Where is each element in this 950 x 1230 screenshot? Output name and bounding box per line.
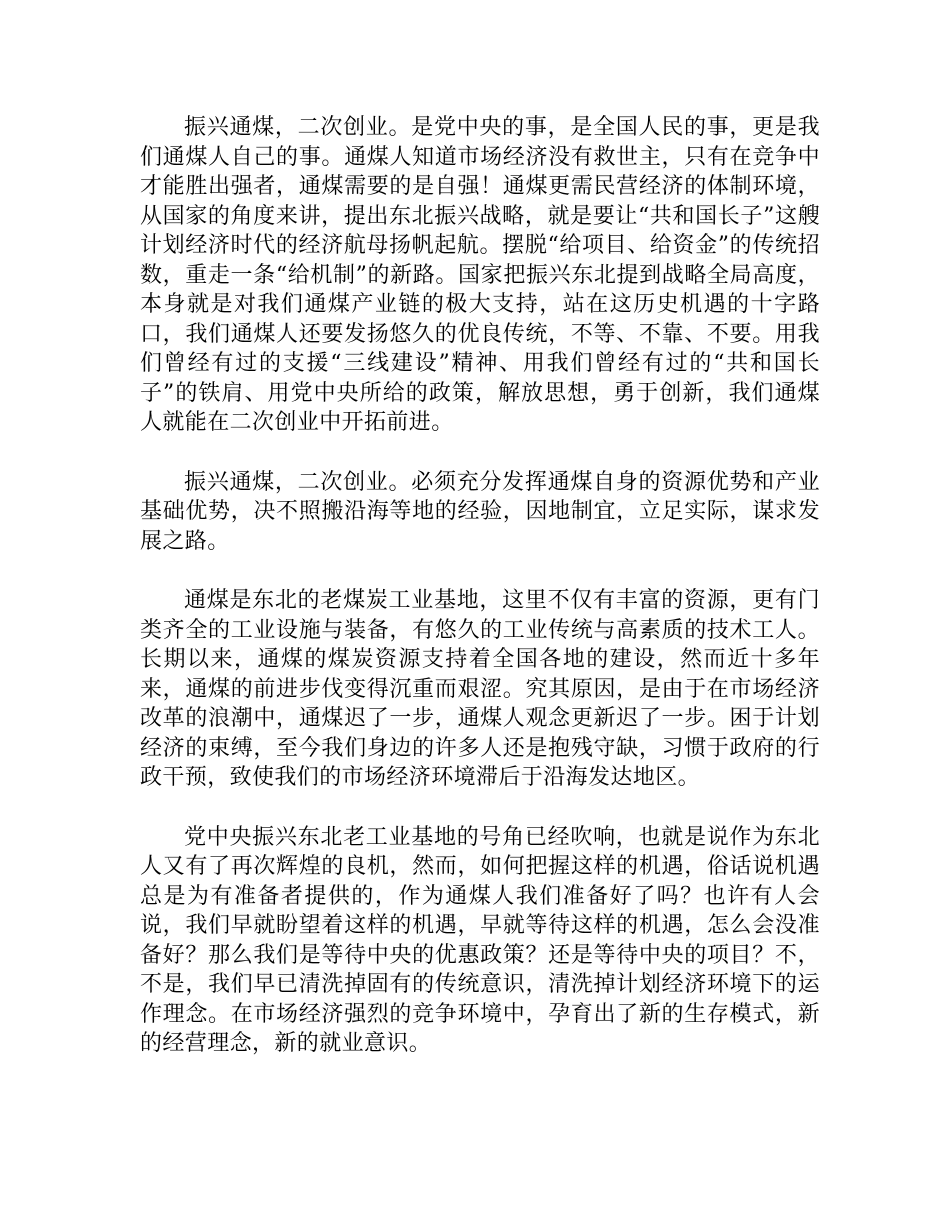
paragraph-3: 通煤是东北的老煤炭工业基地，这里不仅有丰富的资源，更有门类齐全的工业设施与装备，有悠久的工业传统与高素质的技术工人。长期以来，通煤的煤炭资源支持着全国各地的建设，然而近十多年来，通煤的前进步伐变得沉重而艰涩。究其原因，是由于在市场经济改革的浪潮中，通煤迟了一步，通煤人观念更新迟了一步。困于计划经济的束缚，至今我们身边的许多人还是抱残守缺，习惯于政府的行政干预，致使我们的市场经济环境滞后于沿海发达地区。 [140,588,820,790]
paragraph-2: 振兴通煤，二次创业。必须充分发挥通煤自身的资源优势和产业基础优势，决不照搬沿海等地的经验，因地制宜，立足实际，谋求发展之路。 [140,469,820,554]
paragraph-4: 党中央振兴东北老工业基地的号角已经吹响，也就是说作为东北人又有了再次辉煌的良机，然而，如何把握这样的机遇，俗话说机遇总是为有准备者提供的，作为通煤人我们准备好了吗？也许有人会说，我们早就盼望着这样的机遇，早就等待这样的机遇，怎么会没准备好？那么我们是等待中央的优惠政策？还是等待中央的项目？不，不是，我们早已清洗掉固有的传统意识，清洗掉计划经济环境下的运作理念。在市场经济强烈的竞争环境中，孕育出了新的生存模式，新的经营理念，新的就业意识。 [140,824,820,1056]
document-page [140,113,820,1059]
paragraph-1: 振兴通煤，二次创业。是党中央的事，是全国人民的事，更是我们通煤人自己的事。通煤人知道市场经济没有救世主，只有在竞争中才能胜出强者，通煤需要的是自强！通煤更需民营经济的体制环境，从国家的角度来讲，提出东北振兴战略，就是要让“共和国长子”这艘计划经济时代的经济航母扬帆起航。摆脱“给项目、给资金”的传统招数，重走一条“给机制”的新路。国家把振兴东北提到战略全局高度，本身就是对我们通煤产业链的极大支持，站在这历史机遇的十字路口，我们通煤人还要发扬悠久的优良传统，不等、不靠、不要。用我们曾经有过的支援“三线建设”精神、用我们曾经有过的“共和国长子”的铁肩、用党中央所给的政策，解放思想，勇于创新，我们通煤人就能在二次创业中开拓前进。 [140,115,820,435]
